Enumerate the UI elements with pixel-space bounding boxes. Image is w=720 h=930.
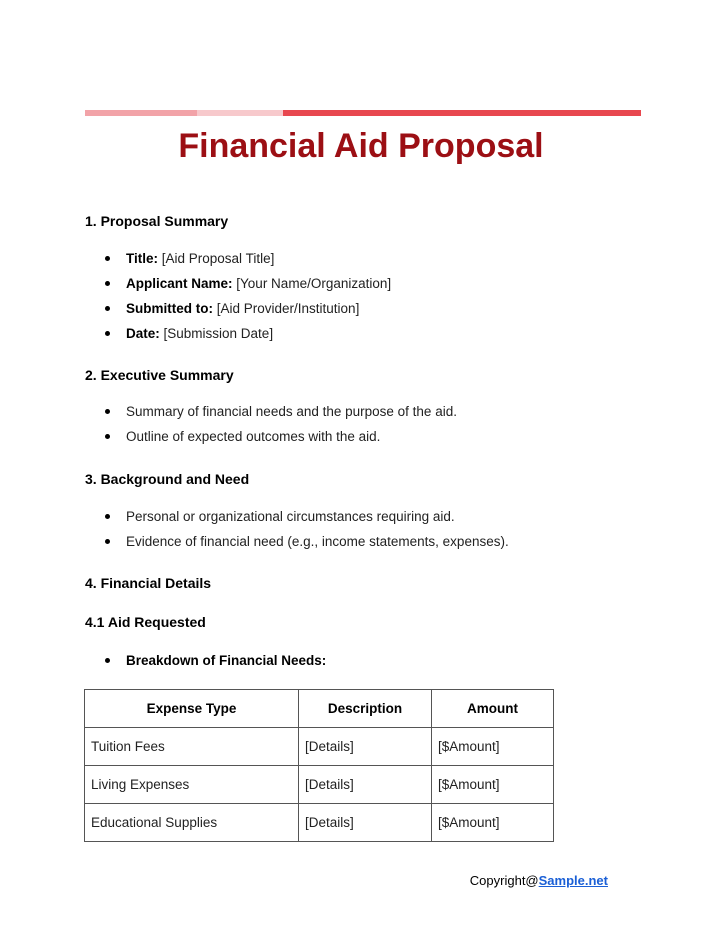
list-item: Evidence of financial need (e.g., income statements, expenses). <box>103 529 509 554</box>
section-heading-background-need: 3. Background and Need <box>85 471 250 487</box>
list-item: Outline of expected outcomes with the aid. <box>103 424 457 449</box>
bar-segment-light <box>85 110 197 116</box>
subsection-heading-aid-requested: 4.1 Aid Requested <box>85 614 206 630</box>
list-item: Summary of financial needs and the purpose of the aid. <box>103 399 457 424</box>
table-header-row <box>85 690 554 728</box>
table-cell: [Details] <box>299 728 432 766</box>
table-row <box>85 804 554 842</box>
list-item <box>103 271 391 296</box>
copyright-footer <box>0 873 608 888</box>
item-value: [Submission Date] <box>159 326 274 341</box>
expense-table <box>84 689 554 842</box>
table-cell: [$Amount] <box>432 766 554 804</box>
item-label: Breakdown of Financial Needs: <box>126 653 327 668</box>
aid-requested-list <box>103 648 326 673</box>
table-row <box>85 766 554 804</box>
column-header: Description <box>299 690 432 728</box>
table-cell: [Details] <box>299 804 432 842</box>
executive-summary-list <box>103 399 457 449</box>
table-cell: Educational Supplies <box>85 804 299 842</box>
sample-net-link[interactable]: Sample.net <box>538 873 608 888</box>
table-cell: [Details] <box>299 766 432 804</box>
list-item <box>103 648 326 673</box>
table-cell: Tuition Fees <box>85 728 299 766</box>
list-item: Personal or organizational circumstances requiring aid. <box>103 504 509 529</box>
document-title: Financial Aid Proposal <box>178 127 544 165</box>
copyright-text: Copyright@ <box>469 873 539 888</box>
table-cell: [$Amount] <box>432 728 554 766</box>
decorative-top-bar <box>85 110 641 116</box>
section-heading-executive-summary: 2. Executive Summary <box>85 367 234 383</box>
bar-segment-lighter <box>197 110 283 116</box>
bar-segment-dark <box>283 110 641 116</box>
table-row <box>85 728 554 766</box>
column-header: Expense Type <box>85 690 299 728</box>
item-value: [Your Name/Organization] <box>232 276 392 291</box>
item-value: [Aid Provider/Institution] <box>213 301 360 316</box>
list-item <box>103 296 391 321</box>
item-label: Date: <box>126 326 160 341</box>
section-heading-proposal-summary: 1. Proposal Summary <box>85 213 229 229</box>
column-header: Amount <box>432 690 554 728</box>
item-label: Applicant Name: <box>126 276 233 291</box>
table-cell: [$Amount] <box>432 804 554 842</box>
background-need-list <box>103 504 509 554</box>
section-heading-financial-details: 4. Financial Details <box>85 575 212 591</box>
table-cell: Living Expenses <box>85 766 299 804</box>
proposal-summary-list <box>103 246 391 346</box>
item-label: Title: <box>126 251 159 266</box>
list-item <box>103 246 391 271</box>
list-item <box>103 321 391 346</box>
item-label: Submitted to: <box>126 301 213 316</box>
item-value: [Aid Proposal Title] <box>158 251 275 266</box>
